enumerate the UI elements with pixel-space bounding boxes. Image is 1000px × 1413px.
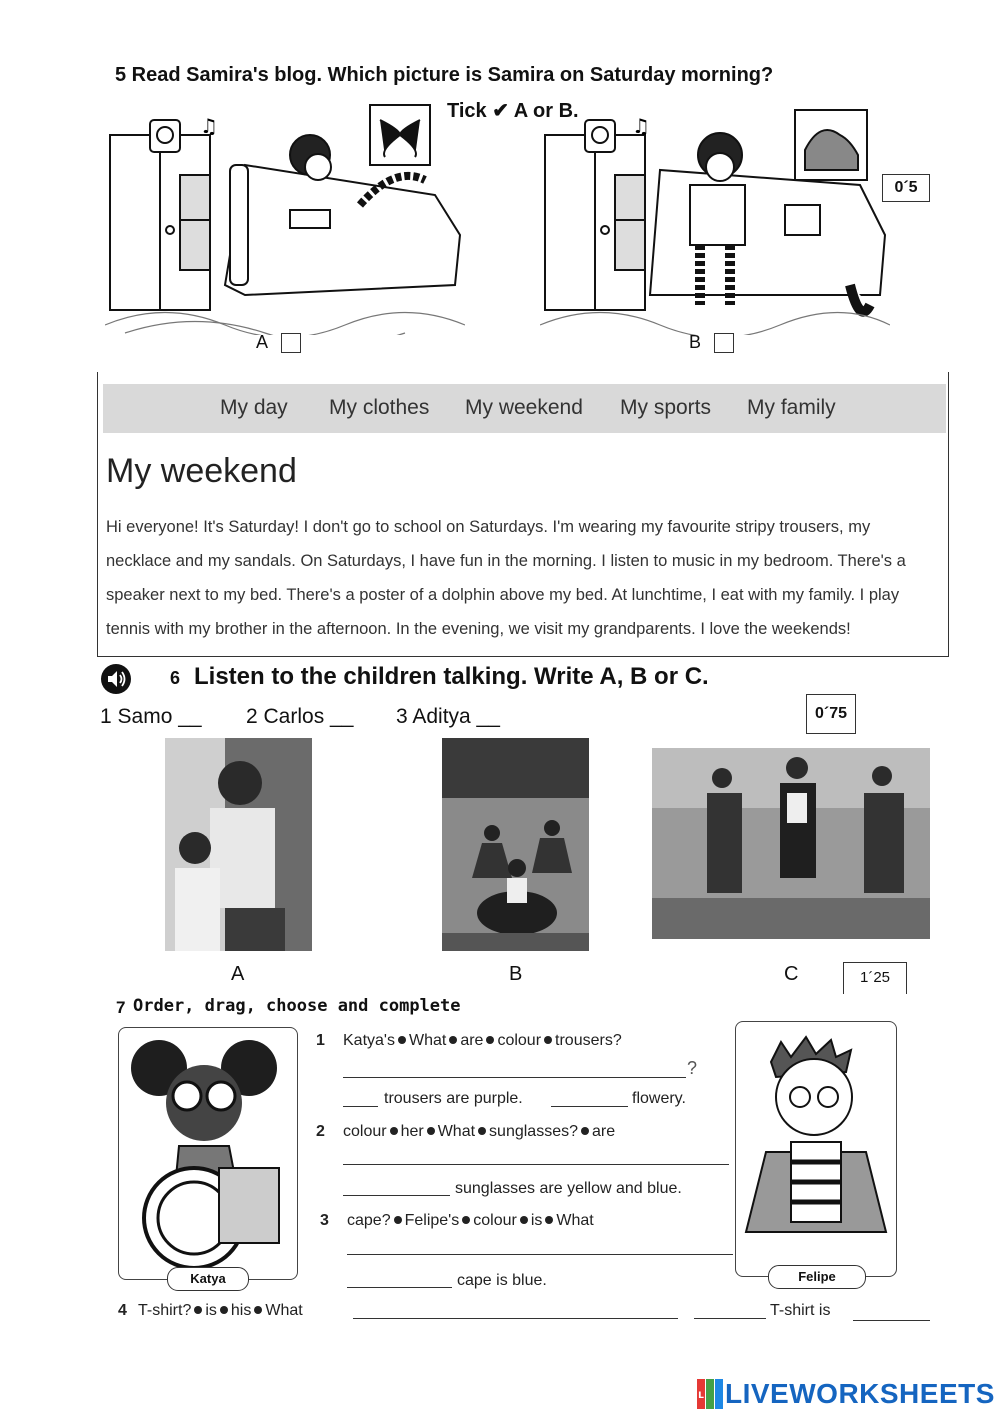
nav-my-sports[interactable]: My sports xyxy=(620,396,712,419)
felipe-card xyxy=(735,1021,897,1277)
bullet-icon xyxy=(545,1216,553,1224)
bullet-icon xyxy=(398,1036,406,1044)
ex6-item-samo[interactable]: 1 Samo __ xyxy=(100,705,202,728)
liveworksheets-wordmark: LIVEWORKSHEETS xyxy=(725,1378,995,1409)
q3-word-4[interactable]: is xyxy=(530,1212,543,1229)
ex7-title: Order, drag, choose and complete xyxy=(133,996,461,1016)
photo-label-b: B xyxy=(509,963,523,985)
bullet-icon xyxy=(449,1036,457,1044)
q1-question-mark: ? xyxy=(687,1058,698,1078)
bullet-icon xyxy=(427,1127,435,1135)
q4-number: 4 xyxy=(118,1302,127,1319)
q1-question-line[interactable] xyxy=(343,1077,686,1078)
bullet-icon xyxy=(194,1306,202,1314)
q2-word-5[interactable]: are xyxy=(592,1123,616,1140)
felipe-name-tag: Felipe xyxy=(768,1265,866,1289)
photo-label-a: A xyxy=(231,963,245,985)
bullet-icon xyxy=(254,1306,262,1314)
blog-heading: My weekend xyxy=(106,452,297,490)
q1-word-1[interactable]: Katya's xyxy=(343,1032,395,1049)
photo-b xyxy=(442,738,589,951)
ex6-item-carlos[interactable]: 2 Carlos __ xyxy=(246,705,354,728)
q4-word-3[interactable]: his xyxy=(230,1302,252,1319)
bedroom-illustration-b xyxy=(540,95,890,335)
blog-panel xyxy=(97,372,949,657)
q3-number: 3 xyxy=(320,1212,329,1229)
q4-question-line[interactable] xyxy=(353,1318,678,1319)
q2-answer-text: sunglasses are yellow and blue. xyxy=(455,1180,682,1197)
q1-word-5[interactable]: trousers? xyxy=(555,1032,622,1049)
q2-words xyxy=(343,1123,615,1141)
q2-word-4[interactable]: sunglasses? xyxy=(489,1123,578,1140)
bullet-icon xyxy=(486,1036,494,1044)
q3-word-3[interactable]: colour xyxy=(473,1212,517,1229)
q2-number: 2 xyxy=(316,1123,325,1140)
q1-answer-blank-2[interactable] xyxy=(551,1106,628,1107)
speaker-icon[interactable] xyxy=(100,663,132,695)
q1-answer-text: trousers are purple. xyxy=(384,1090,523,1107)
bullet-icon xyxy=(520,1216,528,1224)
option-a-checkbox[interactable] xyxy=(281,333,301,353)
q1-number: 1 xyxy=(316,1032,325,1049)
q1-answer-blank-1[interactable] xyxy=(343,1106,378,1107)
photo-c xyxy=(652,748,930,939)
q1-word-2[interactable]: What xyxy=(408,1032,447,1049)
liveworksheets-icon xyxy=(697,1379,723,1409)
q1-word-4[interactable]: colour xyxy=(497,1032,542,1049)
ex7-number: 7 xyxy=(116,998,126,1017)
q4-answer-blank-1[interactable] xyxy=(694,1318,766,1319)
bullet-icon xyxy=(581,1127,589,1135)
q3-question-line[interactable] xyxy=(347,1254,733,1255)
q1-word-3[interactable]: are xyxy=(460,1032,484,1049)
q4-word-2[interactable]: is xyxy=(205,1302,217,1319)
q3-words xyxy=(347,1212,594,1230)
katya-illustration xyxy=(119,1028,296,1278)
q4-answer-text: T-shirt is xyxy=(770,1302,831,1319)
q1-words xyxy=(343,1032,622,1050)
option-b-checkbox[interactable] xyxy=(714,333,734,353)
q2-answer-blank[interactable] xyxy=(343,1195,450,1196)
bullet-icon xyxy=(394,1216,402,1224)
q3-answer-text: cape is blue. xyxy=(457,1272,547,1289)
nav-my-family[interactable]: My family xyxy=(747,396,836,419)
q1-answer-text-2: flowery. xyxy=(632,1090,686,1107)
q3-word-5[interactable]: What xyxy=(556,1212,594,1229)
bullet-icon xyxy=(544,1036,552,1044)
ex5-score-box: 0´5 xyxy=(882,174,930,202)
nav-my-clothes[interactable]: My clothes xyxy=(329,396,430,419)
svg-text:♫: ♫ xyxy=(200,114,218,138)
ex6-item-aditya[interactable]: 3 Aditya __ xyxy=(396,705,500,728)
ex5-title: 5 Read Samira's blog. Which picture is Samira on Saturday morning? xyxy=(115,64,774,86)
katya-name-tag: Katya xyxy=(167,1267,249,1291)
ex6-score-box-2: 1´25 xyxy=(843,962,907,994)
q3-word-2[interactable]: Felipe's xyxy=(404,1212,460,1229)
felipe-illustration xyxy=(736,1022,895,1275)
q4-words xyxy=(138,1302,303,1320)
photo-a xyxy=(165,738,312,951)
blog-text: Hi everyone! It's Saturday! I don't go to school on Saturdays. I'm wearing my favourite stripy trousers, my necklace and my sandals. On Saturdays, I have fun in the morning. I listen to music in my bedroom. There's a speaker next to my bed. There's a poster of a dolphin above my bed. At lunchtime, I eat with my family. I play tennis with my brother in the afternoon. In the evening, we visit my grandparents. I love the weekends! xyxy=(106,518,906,638)
nav-my-day[interactable]: My day xyxy=(220,396,288,419)
katya-card xyxy=(118,1027,298,1280)
option-b-label: B xyxy=(689,332,702,352)
nav-my-weekend[interactable]: My weekend xyxy=(465,396,583,419)
ex6-score-box: 0´75 xyxy=(806,694,856,734)
q3-answer-blank[interactable] xyxy=(347,1287,452,1288)
logo-letter-l: L xyxy=(698,1391,704,1401)
svg-text:♫: ♫ xyxy=(632,114,650,138)
ex5-subtitle: Tick ✔ A or B. xyxy=(447,100,579,122)
q2-word-3[interactable]: What xyxy=(437,1123,476,1140)
option-a-label: A xyxy=(256,332,269,352)
photo-label-c: C xyxy=(784,963,799,985)
q2-word-1[interactable]: colour xyxy=(343,1123,387,1140)
q4-answer-blank-2[interactable] xyxy=(853,1320,930,1321)
bedroom-illustration-a xyxy=(105,95,465,335)
q4-word-1[interactable]: T-shirt? xyxy=(138,1302,192,1319)
bullet-icon xyxy=(478,1127,486,1135)
bullet-icon xyxy=(390,1127,398,1135)
blog-nav xyxy=(103,384,946,433)
q3-word-1[interactable]: cape? xyxy=(347,1212,391,1229)
ex6-title: Listen to the children talking. Write A, B or C. xyxy=(194,663,709,690)
q2-word-2[interactable]: her xyxy=(400,1123,424,1140)
bullet-icon xyxy=(220,1306,228,1314)
ex6-number: 6 xyxy=(170,668,181,688)
liveworksheets-logo[interactable] xyxy=(697,1378,995,1410)
q4-word-4[interactable]: What xyxy=(265,1302,303,1319)
bullet-icon xyxy=(462,1216,470,1224)
q2-question-line[interactable] xyxy=(343,1164,729,1165)
